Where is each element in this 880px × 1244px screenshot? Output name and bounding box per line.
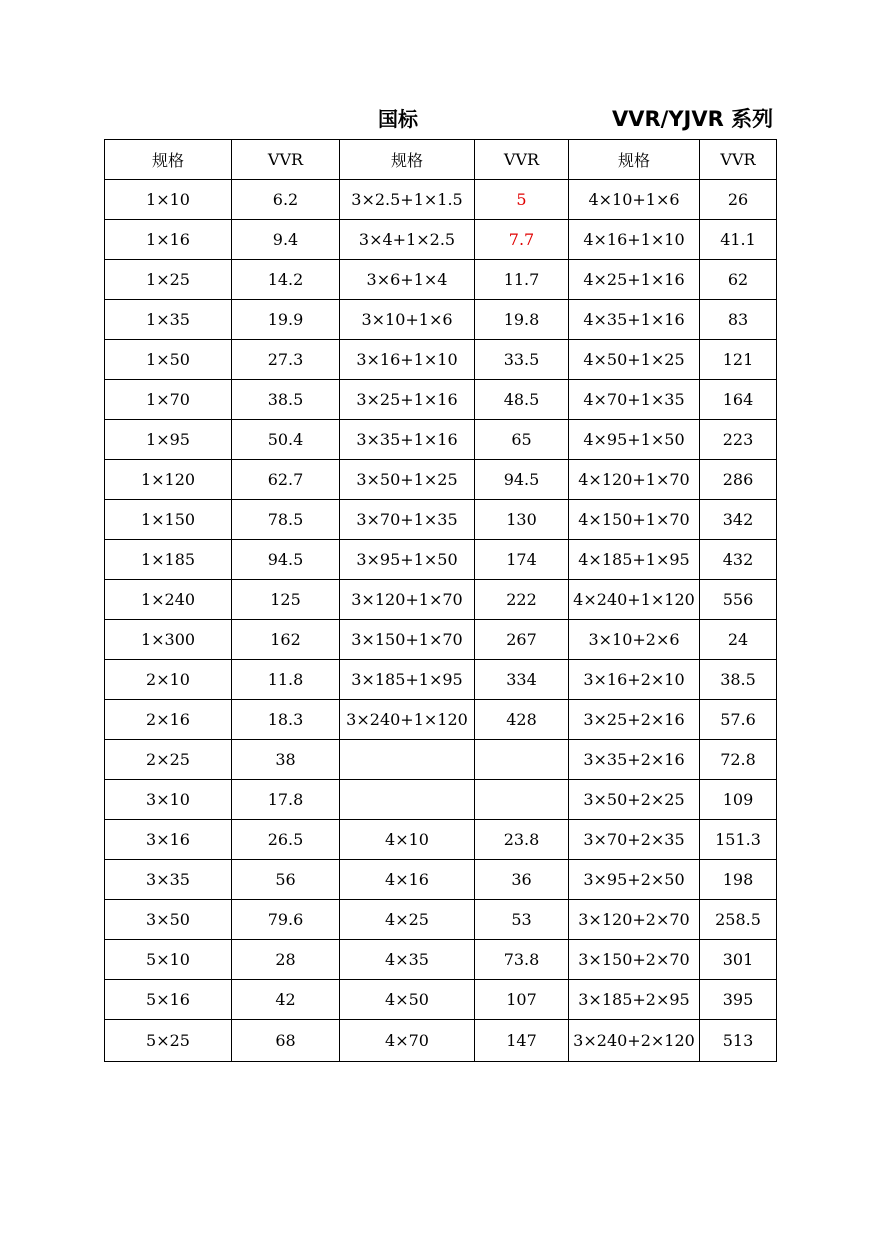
table-row — [105, 860, 777, 900]
cell-vvr-1: 18.3 — [232, 700, 340, 740]
cell-vvr-3: 24 — [700, 620, 777, 660]
cell-vvr-2 — [475, 740, 569, 780]
cell-vvr-2: 334 — [475, 660, 569, 700]
table-row — [105, 380, 777, 420]
cell-vvr-1: 79.6 — [232, 900, 340, 940]
cell-vvr-1: 162 — [232, 620, 340, 660]
cell-spec-2: 4×16 — [340, 860, 475, 900]
cell-vvr-1: 68 — [232, 1020, 340, 1062]
cell-vvr-3: 395 — [700, 980, 777, 1020]
cell-vvr-2: 222 — [475, 580, 569, 620]
cell-spec-1: 3×50 — [105, 900, 232, 940]
table-header-row — [105, 140, 777, 180]
cell-spec-1: 3×16 — [105, 820, 232, 860]
cell-spec-1: 1×240 — [105, 580, 232, 620]
cell-spec-2 — [340, 780, 475, 820]
cell-spec-1: 1×120 — [105, 460, 232, 500]
cell-vvr-1: 94.5 — [232, 540, 340, 580]
cell-vvr-3: 342 — [700, 500, 777, 540]
cell-spec-3: 3×150+2×70 — [569, 940, 700, 980]
table-row — [105, 580, 777, 620]
cell-spec-3: 4×95+1×50 — [569, 420, 700, 460]
cell-spec-2: 3×25+1×16 — [340, 380, 475, 420]
cell-vvr-1: 17.8 — [232, 780, 340, 820]
cell-vvr-2: 174 — [475, 540, 569, 580]
title-series: VVR/YJVR 系列 — [612, 107, 774, 131]
cell-spec-2: 3×95+1×50 — [340, 540, 475, 580]
table-row — [105, 620, 777, 660]
table-row — [105, 180, 777, 220]
cell-vvr-3: 57.6 — [700, 700, 777, 740]
cell-spec-3: 4×50+1×25 — [569, 340, 700, 380]
table-row — [105, 220, 777, 260]
cell-vvr-3: 72.8 — [700, 740, 777, 780]
cell-spec-3: 4×35+1×16 — [569, 300, 700, 340]
cell-spec-1: 3×10 — [105, 780, 232, 820]
cell-spec-2: 3×10+1×6 — [340, 300, 475, 340]
cell-vvr-2: 130 — [475, 500, 569, 540]
cell-vvr-2: 107 — [475, 980, 569, 1020]
cell-vvr-1: 28 — [232, 940, 340, 980]
cell-spec-2: 3×150+1×70 — [340, 620, 475, 660]
cell-spec-3: 4×120+1×70 — [569, 460, 700, 500]
cell-vvr-3: 26 — [700, 180, 777, 220]
cell-vvr-3: 121 — [700, 340, 777, 380]
cell-spec-3: 3×95+2×50 — [569, 860, 700, 900]
cell-vvr-3: 151.3 — [700, 820, 777, 860]
cell-spec-3: 3×25+2×16 — [569, 700, 700, 740]
cell-vvr-1: 50.4 — [232, 420, 340, 460]
cell-vvr-1: 56 — [232, 860, 340, 900]
table-row — [105, 420, 777, 460]
cell-spec-1: 2×16 — [105, 700, 232, 740]
table-row — [105, 540, 777, 580]
cell-spec-1: 1×25 — [105, 260, 232, 300]
cell-spec-1: 1×70 — [105, 380, 232, 420]
table-row — [105, 700, 777, 740]
title-standard: 国标 — [378, 107, 418, 131]
cell-spec-3: 4×70+1×35 — [569, 380, 700, 420]
cell-spec-1: 1×300 — [105, 620, 232, 660]
table-row — [105, 460, 777, 500]
cell-spec-2 — [340, 740, 475, 780]
header-spec-2: 规格 — [340, 140, 475, 180]
cell-spec-1: 1×150 — [105, 500, 232, 540]
cell-spec-1: 1×50 — [105, 340, 232, 380]
cell-spec-2: 3×2.5+1×1.5 — [340, 180, 475, 220]
cell-spec-2: 3×6+1×4 — [340, 260, 475, 300]
cell-vvr-3: 301 — [700, 940, 777, 980]
cell-spec-1: 1×95 — [105, 420, 232, 460]
table-row — [105, 900, 777, 940]
header-vvr-3: VVR — [700, 140, 777, 180]
cell-vvr-3: 556 — [700, 580, 777, 620]
cell-vvr-1: 14.2 — [232, 260, 340, 300]
table-row — [105, 820, 777, 860]
cell-spec-2: 4×70 — [340, 1020, 475, 1062]
cell-spec-2: 4×50 — [340, 980, 475, 1020]
cell-vvr-1: 27.3 — [232, 340, 340, 380]
cell-spec-1: 1×16 — [105, 220, 232, 260]
cell-spec-3: 3×70+2×35 — [569, 820, 700, 860]
cell-vvr-1: 78.5 — [232, 500, 340, 540]
cell-vvr-3: 513 — [700, 1020, 777, 1062]
cell-spec-3: 3×120+2×70 — [569, 900, 700, 940]
cell-spec-2: 3×50+1×25 — [340, 460, 475, 500]
cell-spec-1: 5×25 — [105, 1020, 232, 1062]
cell-spec-2: 3×4+1×2.5 — [340, 220, 475, 260]
table-row — [105, 300, 777, 340]
table-row — [105, 500, 777, 540]
cell-vvr-1: 42 — [232, 980, 340, 1020]
cell-spec-3: 3×240+2×120 — [569, 1020, 700, 1062]
cell-spec-3: 3×16+2×10 — [569, 660, 700, 700]
cell-vvr-2: 428 — [475, 700, 569, 740]
header-spec-3: 规格 — [569, 140, 700, 180]
cell-vvr-2: 23.8 — [475, 820, 569, 860]
cell-vvr-2: 53 — [475, 900, 569, 940]
cell-spec-3: 4×150+1×70 — [569, 500, 700, 540]
cell-spec-1: 1×185 — [105, 540, 232, 580]
cell-spec-3: 4×25+1×16 — [569, 260, 700, 300]
cell-spec-1: 1×10 — [105, 180, 232, 220]
cell-spec-2: 3×70+1×35 — [340, 500, 475, 540]
cell-vvr-3: 223 — [700, 420, 777, 460]
cell-vvr-2: 73.8 — [475, 940, 569, 980]
cell-spec-1: 5×16 — [105, 980, 232, 1020]
table-row — [105, 780, 777, 820]
cell-spec-2: 3×240+1×120 — [340, 700, 475, 740]
table-body — [105, 180, 777, 1062]
cell-vvr-1: 26.5 — [232, 820, 340, 860]
cell-vvr-1: 11.8 — [232, 660, 340, 700]
cell-spec-3: 3×185+2×95 — [569, 980, 700, 1020]
cell-vvr-3: 109 — [700, 780, 777, 820]
cell-vvr-2: 65 — [475, 420, 569, 460]
cell-spec-2: 4×35 — [340, 940, 475, 980]
cell-vvr-2: 267 — [475, 620, 569, 660]
cell-vvr-3: 41.1 — [700, 220, 777, 260]
cell-vvr-2: 11.7 — [475, 260, 569, 300]
cell-vvr-2: 36 — [475, 860, 569, 900]
cell-spec-2: 3×185+1×95 — [340, 660, 475, 700]
cell-vvr-2: 33.5 — [475, 340, 569, 380]
cell-vvr-2: 19.8 — [475, 300, 569, 340]
cell-vvr-3: 83 — [700, 300, 777, 340]
cell-spec-1: 2×25 — [105, 740, 232, 780]
cell-spec-1: 5×10 — [105, 940, 232, 980]
cell-vvr-2: 5 — [475, 180, 569, 220]
cell-vvr-2: 147 — [475, 1020, 569, 1062]
cell-vvr-1: 125 — [232, 580, 340, 620]
table-row — [105, 940, 777, 980]
table-row — [105, 340, 777, 380]
cell-spec-2: 3×16+1×10 — [340, 340, 475, 380]
cell-vvr-3: 62 — [700, 260, 777, 300]
table-row — [105, 1020, 777, 1062]
cell-vvr-1: 6.2 — [232, 180, 340, 220]
table-row — [105, 980, 777, 1020]
cell-vvr-2: 94.5 — [475, 460, 569, 500]
header-vvr-2: VVR — [475, 140, 569, 180]
cell-spec-2: 3×35+1×16 — [340, 420, 475, 460]
cell-vvr-1: 38.5 — [232, 380, 340, 420]
cell-vvr-3: 432 — [700, 540, 777, 580]
table-row — [105, 740, 777, 780]
cell-spec-2: 4×25 — [340, 900, 475, 940]
cell-vvr-1: 38 — [232, 740, 340, 780]
cell-spec-3: 3×10+2×6 — [569, 620, 700, 660]
cell-vvr-1: 9.4 — [232, 220, 340, 260]
cell-vvr-1: 62.7 — [232, 460, 340, 500]
cell-spec-3: 4×10+1×6 — [569, 180, 700, 220]
cell-spec-3: 3×50+2×25 — [569, 780, 700, 820]
cell-spec-3: 4×16+1×10 — [569, 220, 700, 260]
spec-table — [104, 139, 777, 1062]
cell-spec-2: 4×10 — [340, 820, 475, 860]
cell-vvr-2 — [475, 780, 569, 820]
cell-vvr-3: 286 — [700, 460, 777, 500]
table-row — [105, 260, 777, 300]
cell-vvr-2: 7.7 — [475, 220, 569, 260]
cell-vvr-3: 198 — [700, 860, 777, 900]
cell-vvr-1: 19.9 — [232, 300, 340, 340]
cell-spec-3: 3×35+2×16 — [569, 740, 700, 780]
cell-spec-3: 4×185+1×95 — [569, 540, 700, 580]
cell-spec-1: 1×35 — [105, 300, 232, 340]
cell-spec-1: 2×10 — [105, 660, 232, 700]
cell-spec-1: 3×35 — [105, 860, 232, 900]
cell-vvr-3: 258.5 — [700, 900, 777, 940]
cell-spec-3: 4×240+1×120 — [569, 580, 700, 620]
cell-vvr-3: 38.5 — [700, 660, 777, 700]
table-row — [105, 660, 777, 700]
header-spec-1: 规格 — [105, 140, 232, 180]
cell-vvr-3: 164 — [700, 380, 777, 420]
cell-vvr-2: 48.5 — [475, 380, 569, 420]
cell-spec-2: 3×120+1×70 — [340, 580, 475, 620]
header-vvr-1: VVR — [232, 140, 340, 180]
